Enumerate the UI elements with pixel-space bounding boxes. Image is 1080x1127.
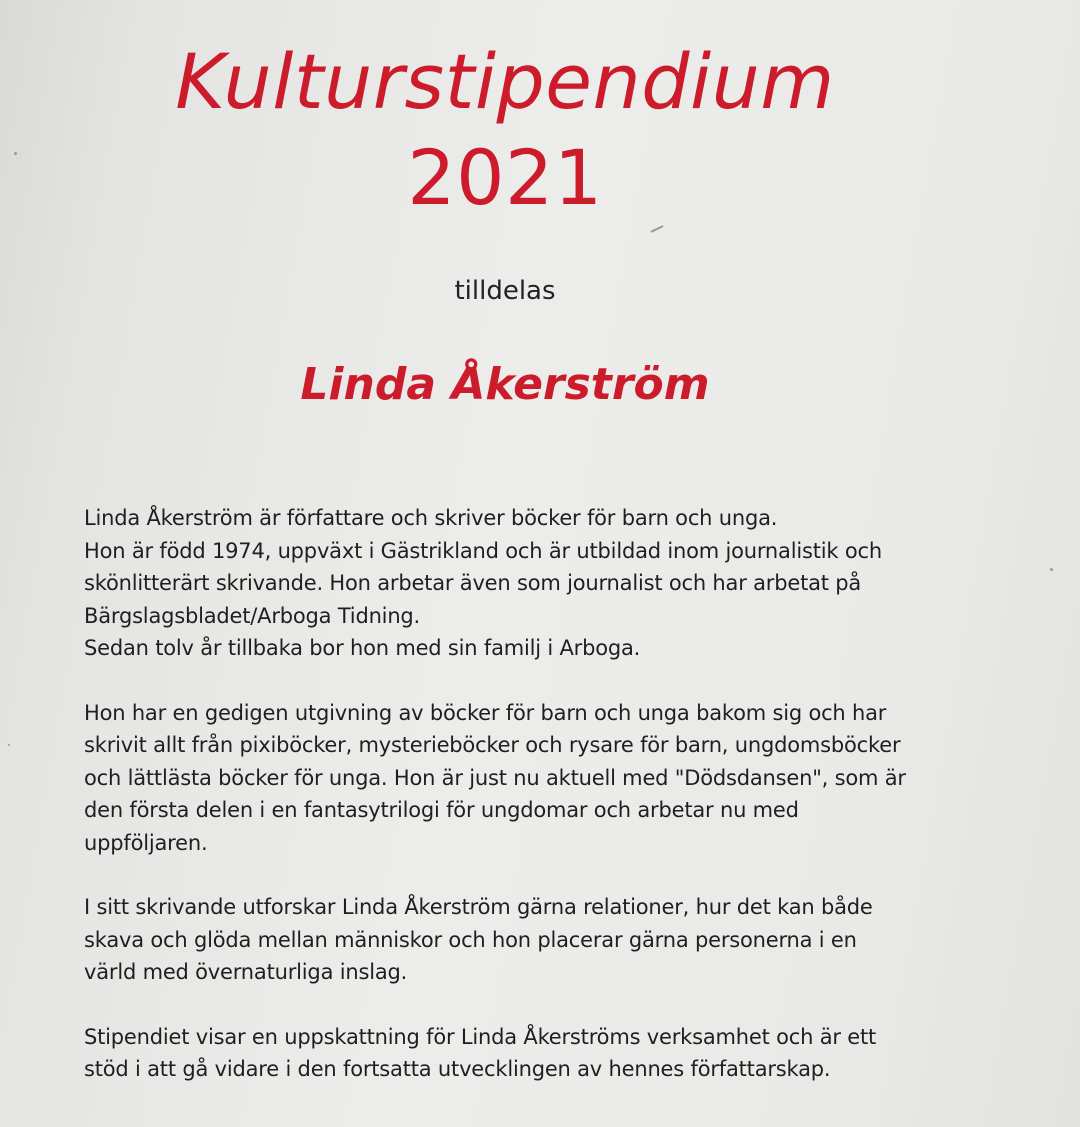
paragraph-line: den första delen i en fantasytrilogi för ungdomar och arbetar nu med [84, 798, 799, 822]
paragraph-line: Hon har en gedigen utgivning av böcker för barn och unga bakom sig och har [84, 700, 887, 725]
paragraph-2 [84, 697, 984, 860]
paragraph-line: skrivit allt från pixiböcker, mysterieböcker och rysare för barn, ungdomsböcker [84, 733, 901, 757]
paragraph-line: stöd i att gå vidare i den fortsatta utvecklingen av hennes författarskap. [84, 1057, 831, 1081]
paragraph-line: uppföljaren. [84, 830, 208, 855]
paper-speck [650, 225, 664, 233]
paragraph-1 [84, 502, 984, 665]
paragraph-line: och lättlästa böcker för unga. Hon är just nu aktuell med "Dödsdansen", som är [84, 765, 906, 790]
paragraph-line: skönlitterärt skrivande. Hon arbetar även som journalist och har arbetat på [84, 571, 862, 595]
paragraph-line: värld med övernaturliga inslag. [84, 960, 408, 984]
paragraph-line: Stipendiet visar en uppskattning för Linda Åkerströms verksamhet och är ett [84, 1024, 877, 1049]
awarded-label: tilldelas [454, 276, 556, 306]
title-line-2: 2021 [407, 133, 603, 222]
paragraph-line: Bärgslagsbladet/Arboga Tidning. [84, 603, 421, 628]
paragraph-3 [84, 891, 984, 989]
paper-speck [14, 152, 17, 155]
title-line-1: Kulturstipendium [175, 37, 835, 126]
paragraph-line: Linda Åkerström är författare och skriver böcker för barn och unga. [84, 506, 778, 530]
paragraph-line: Sedan tolv år tillbaka bor hon med sin familj i Arboga. [84, 636, 641, 660]
paragraph-4 [84, 1021, 984, 1086]
paragraph-line: I sitt skrivande utforskar Linda Åkerström gärna relationer, hur det kan både [84, 895, 873, 919]
recipient-name: Linda Åkerström [300, 359, 710, 410]
paper-speck [8, 744, 10, 746]
paragraph-line: skava och glöda mellan människor och hon placerar gärna personerna i en [84, 927, 857, 952]
paper-speck [1050, 568, 1053, 571]
paragraph-line: Hon är född 1974, uppväxt i Gästrikland och är utbildad inom journalistik och [84, 538, 882, 563]
body-text [84, 502, 984, 1118]
